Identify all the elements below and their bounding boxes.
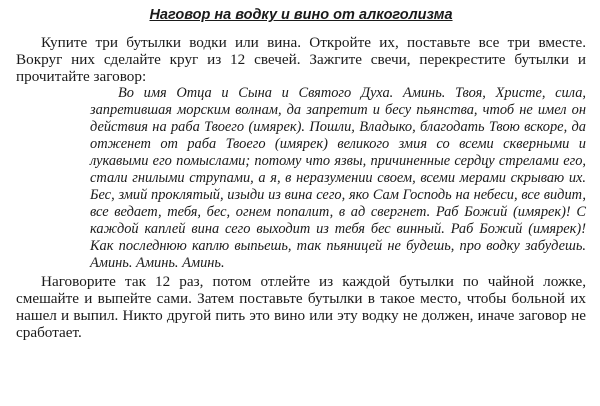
intro-paragraph: Купите три бутылки водки или вина. Откройте их, поставьте все три вместе. Вокруг них сделайте круг из 12 свечей. Зажгите свечи, перекрестите бутылки и прочитайте заговор:	[16, 34, 586, 85]
outro-paragraph: Наговорите так 12 раз, потом отлейте из каждой бутылки по чайной ложке, смешайте и выпейте сами. Затем поставьте бутылки в такое место, чтобы больной их нашел и выпил. Никто другой пить это вино или эту водку не должен, иначе заговор не сработает.	[16, 273, 586, 341]
spell-text: Во имя Отца и Сына и Святого Духа. Аминь. Твоя, Христе, сила, запретившая морским волнам, да запретит и бесу пьянства, чтоб не имел он действия на раба Твоего (имярек). Пошли, Владыко, благодать Твою вскоре, да отженет от раба Твоего (имярек) великого змия со всеми скверными и лукавыми его помыслами; потому что язвы, причиненные сердцу стрелами его, стали гнилыми струпами, а я, в неразумении своем, всеми мерами скрываю их. Бес, змий проклятый, изыди из вина сего, яко Сам Господь на небеси, все видит, все ведает, тебя, бес, огнем попалит, в ад свергнет. Раб Божий (имярек)! С каждой каплей вина сего выходит из тебя бес винный. Раб Божий (имярек)! Как последнюю каплю выпьешь, так пьяницей не будешь, про водку забудешь. Аминь. Аминь. Аминь.	[90, 85, 586, 271]
document-title: Наговор на водку и вино от алкоголизма	[149, 7, 453, 23]
